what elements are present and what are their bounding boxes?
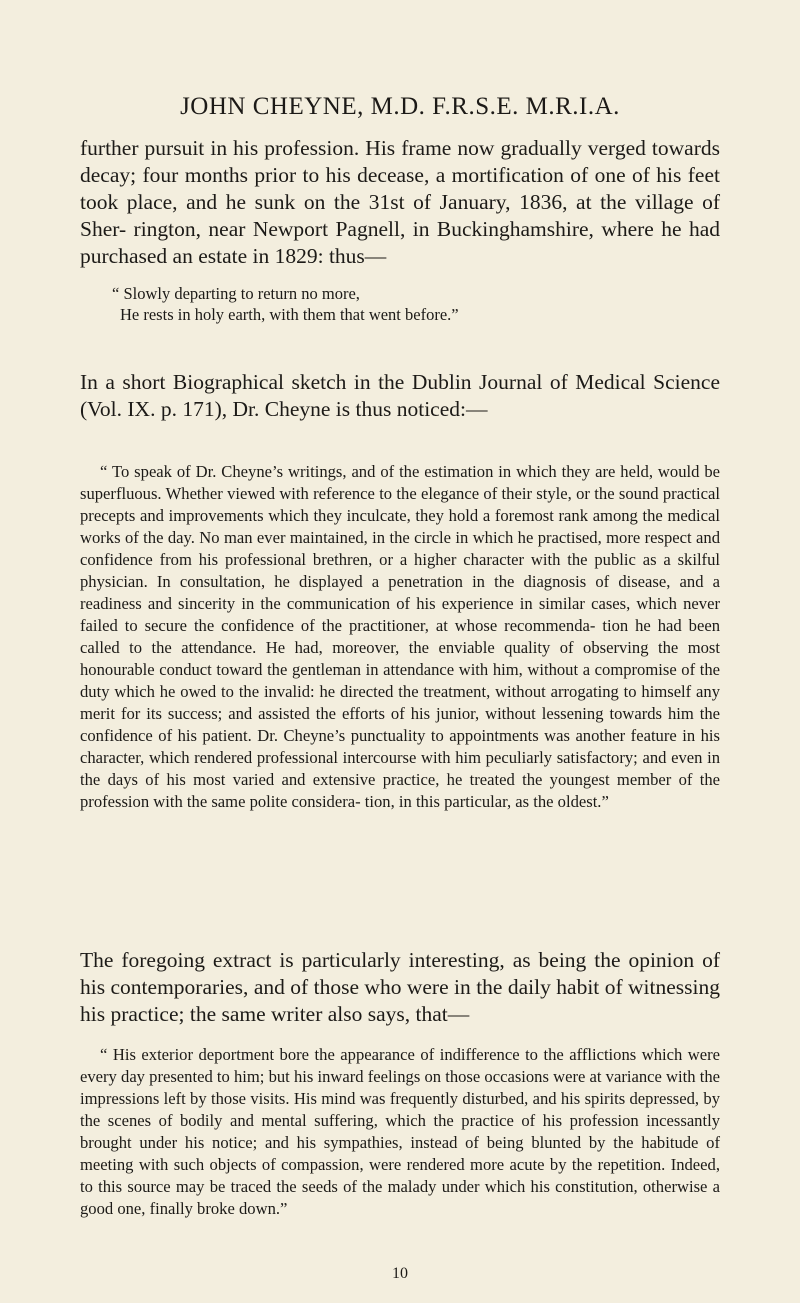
verse-line-2: He rests in holy earth, with them that went before.” [120, 305, 459, 324]
verse-line-1: “ Slowly departing to return no more, [112, 284, 360, 303]
paragraph-2: In a short Biographical sketch in the Dublin Journal of Medical Science (Vol. IX. p. 171), Dr. Cheyne is thus noticed:— [80, 369, 720, 421]
verse-quotation [80, 283, 720, 325]
paragraph-3: The foregoing extract is particularly interesting, as being the opinion of his contemporaries, and of those who were in the daily habit of witnessing his practice; the same writer also says, that— [80, 947, 720, 1026]
page-number: 10 [392, 1265, 408, 1282]
paragraph-1: further pursuit in his profession. His frame now gradually verged towards decay; four months prior to his decease, a mortification of one of his feet took place, and he sunk on the 31st of January, 1836, at the village of Sher- rington, near Newport Pagnell, in Buckinghamshire, where he had purchased an estate in 1829: thus— [80, 135, 720, 269]
quotation-1: “ To speak of Dr. Cheyne’s writings, and of the estimation in which they are held, would be superfluous. Whether viewed with reference to the elegance of their style, or the sound practical precepts and improvements which they inculcate, they hold a foremost rank among the medical works of the day. No man ever maintained, in the circle in which he practised, more respect and confidence from his professional brethren, or a higher character with the public as a skilful physician. In consultation, he displayed a penetration in the diagnosis of disease, and a readiness and sincerity in the communication of his experience in similar cases, which never failed to secure the confidence of the practitioner, at whose recommenda- tion he had been called to the attendance. He had, moreover, the enviable quality of observing the most honourable conduct toward the gentleman in attendance with him, without a compromise of the duty which he owed to the invalid: he directed the treatment, without arrogating to himself any merit for its success; and assisted the efforts of his junior, without lessening towards him the confidence of his patient. Dr. Cheyne’s punctuality to appointments was another feature in his character, which rendered professional intercourse with him peculiarly satisfactory; and even in the days of his most varied and extensive practice, he treated the youngest member of the profession with the same polite considera- tion, in this particular, as the oldest.” [80, 461, 720, 811]
quotation-2: “ His exterior deportment bore the appearance of indifference to the afflictions which were every day presented to him; but his inward feelings on those occasions were at variance with the impressions left by those visits. His mind was frequently disturbed, and his spirits depressed, by the scenes of bodily and mental suffering, which the practice of his profession incessantly brought under his notice; and his sympathies, instead of being blunted by the habitude of meeting with such objects of compassion, were rendered more acute by the repetition. Indeed, to this source may be traced the seeds of the malady under which his constitution, otherwise a good one, finally broke down.” [80, 1044, 720, 1218]
running-head: JOHN CHEYNE, M.D. F.R.S.E. M.R.I.A. [180, 93, 620, 120]
